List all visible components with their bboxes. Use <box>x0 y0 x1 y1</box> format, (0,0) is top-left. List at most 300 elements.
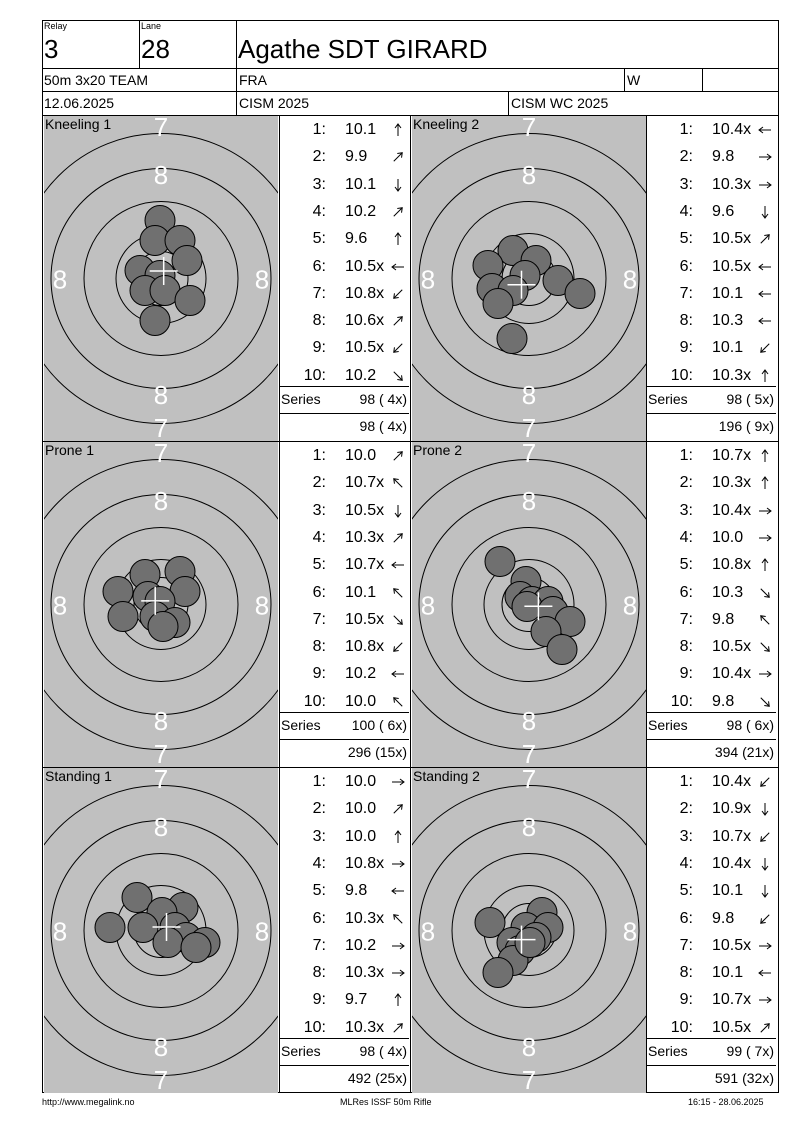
shot-row <box>281 606 411 633</box>
shot-row <box>281 850 411 877</box>
series-divider <box>279 386 409 387</box>
shot-impact <box>148 612 178 642</box>
shot-value: 10.2 <box>345 936 377 954</box>
shot-number: 6: <box>312 909 326 927</box>
shot-row <box>648 579 778 606</box>
shot-number: 8: <box>312 964 326 982</box>
shot-number: 3: <box>312 175 326 193</box>
shot-direction-arrow-icon <box>758 504 772 518</box>
shot-row <box>648 524 778 551</box>
shot-row <box>648 795 778 822</box>
shot-direction-arrow-icon <box>391 884 405 898</box>
shot-row <box>648 116 778 143</box>
shot-value: 10.8x <box>345 284 385 302</box>
shot-row <box>281 442 411 469</box>
shot-number: 2: <box>312 800 326 818</box>
shot-number: 4: <box>312 854 326 872</box>
gender: W <box>627 72 641 88</box>
shot-value: 10.4x <box>712 665 752 683</box>
ring-label-8-right: 8 <box>254 916 270 947</box>
panel-title: Prone 1 <box>45 442 95 458</box>
shot-direction-arrow-icon <box>391 802 405 816</box>
ring-label-8-left: 8 <box>420 590 436 621</box>
shot-direction-arrow-icon <box>758 939 772 953</box>
shot-value: 10.7x <box>712 447 752 464</box>
shot-direction-arrow-icon <box>758 558 772 572</box>
ring-label-7-bottom: 7 <box>521 739 537 767</box>
shot-direction-arrow-icon <box>391 857 405 871</box>
shot-value: 10.5x <box>712 638 752 656</box>
shot-direction-arrow-icon <box>391 830 405 844</box>
shot-direction-arrow-icon <box>391 260 405 274</box>
series-divider <box>646 739 776 740</box>
shot-value: 10.5x <box>345 501 385 519</box>
shot-value: 10.8x <box>712 556 752 574</box>
shot-row <box>648 171 778 198</box>
shot-value: 10.0 <box>345 447 377 464</box>
shot-row <box>648 959 778 986</box>
shot-number: 8: <box>312 312 326 330</box>
shot-value: 10.8x <box>345 638 385 656</box>
shot-row <box>648 362 778 389</box>
shot-number: 10: <box>670 1018 693 1036</box>
header-divider <box>624 68 625 91</box>
shot-number: 2: <box>679 148 693 166</box>
target-panel <box>44 768 278 1093</box>
shot-direction-arrow-icon <box>758 802 772 816</box>
shot-value: 9.7 <box>345 991 368 1009</box>
shot-row <box>648 660 778 687</box>
shot-number: 4: <box>679 528 693 546</box>
shot-value: 10.3 <box>712 312 744 330</box>
shot-direction-arrow-icon <box>758 586 772 600</box>
ring-label-8-left: 8 <box>420 916 436 947</box>
footer-software: MLRes ISSF 50m Rifle <box>340 1097 432 1107</box>
shot-direction-arrow-icon <box>391 939 405 953</box>
running-total: 591 (32x) <box>714 1070 774 1086</box>
ring-label-7-bottom: 7 <box>521 413 537 441</box>
shot-number: 1: <box>312 447 326 464</box>
shot-direction-arrow-icon <box>391 531 405 545</box>
shot-value: 10.5x <box>712 257 752 275</box>
target-svg <box>44 442 278 767</box>
shot-value: 10.1 <box>712 339 744 357</box>
header-divider <box>139 20 140 68</box>
shot-direction-arrow-icon <box>391 613 405 627</box>
ring-label-8-left: 8 <box>52 590 68 621</box>
shot-direction-arrow-icon <box>758 314 772 328</box>
shot-row <box>648 307 778 334</box>
shot-row <box>281 171 411 198</box>
shot-number: 10: <box>303 692 326 710</box>
shot-number: 1: <box>679 773 693 790</box>
shot-row <box>648 143 778 170</box>
series-score: 98 ( 4x) <box>359 1043 407 1059</box>
ring-label-8-right: 8 <box>622 916 638 947</box>
shot-direction-arrow-icon <box>391 1021 405 1035</box>
shot-number: 2: <box>312 148 326 166</box>
shot-row <box>648 198 778 225</box>
ring-label-8-bottom: 8 <box>153 706 169 736</box>
shot-impact <box>95 913 125 943</box>
shot-value: 10.2 <box>345 366 377 384</box>
shot-direction-arrow-icon <box>391 123 405 137</box>
shot-row <box>648 442 778 469</box>
shot-row <box>281 362 411 389</box>
shot-number: 4: <box>679 854 693 872</box>
shot-value: 10.2 <box>345 202 377 220</box>
series-divider <box>646 413 776 414</box>
shot-impact <box>483 289 513 319</box>
shot-impact <box>565 279 595 309</box>
shot-row <box>281 877 411 904</box>
shot-direction-arrow-icon <box>758 369 772 383</box>
target-svg <box>44 116 278 441</box>
shot-number: 9: <box>312 339 326 357</box>
shooter-name: Agathe SDT GIRARD <box>238 34 488 64</box>
shot-row <box>648 280 778 307</box>
panel-title: Standing 2 <box>413 768 480 784</box>
shot-row <box>281 253 411 280</box>
shot-value: 10.0 <box>712 528 744 546</box>
ring-label-7-top: 7 <box>521 768 537 794</box>
shot-row <box>648 606 778 633</box>
relay-value: 3 <box>44 34 59 64</box>
shot-row <box>281 307 411 334</box>
shot-direction-arrow-icon <box>391 695 405 709</box>
ring-label-8-top: 8 <box>153 812 169 842</box>
shot-number: 9: <box>312 665 326 683</box>
shot-row <box>281 225 411 252</box>
shot-direction-arrow-icon <box>391 966 405 980</box>
shot-value: 10.3x <box>712 175 752 193</box>
shot-row <box>648 986 778 1013</box>
shot-value: 10.3x <box>345 1018 385 1036</box>
shot-number: 6: <box>679 583 693 601</box>
shot-row <box>281 959 411 986</box>
shot-direction-arrow-icon <box>758 830 772 844</box>
target-svg <box>412 442 646 767</box>
shot-direction-arrow-icon <box>391 287 405 301</box>
shot-number: 6: <box>312 257 326 275</box>
shot-direction-arrow-icon <box>758 232 772 246</box>
target-svg <box>412 768 646 1093</box>
shot-number: 7: <box>679 284 693 302</box>
shot-number: 3: <box>679 827 693 845</box>
shot-number: 10: <box>303 1018 326 1036</box>
shot-value: 10.7x <box>345 556 385 574</box>
shot-row <box>281 1014 411 1041</box>
ring-label-7-top: 7 <box>153 442 169 468</box>
shot-row <box>648 877 778 904</box>
shot-number: 1: <box>312 773 326 790</box>
shot-value: 10.5x <box>345 339 385 357</box>
shot-row <box>648 850 778 877</box>
series-divider <box>279 712 409 713</box>
shot-row <box>648 905 778 932</box>
shot-impact <box>515 928 545 958</box>
shot-value: 10.7x <box>712 991 752 1009</box>
shot-value: 10.4x <box>712 121 752 138</box>
shot-number: 8: <box>312 638 326 656</box>
shot-number: 8: <box>679 312 693 330</box>
shot-row <box>648 253 778 280</box>
ring-label-8-top: 8 <box>521 160 537 190</box>
shot-value: 10.3x <box>345 964 385 982</box>
ring-label-8-bottom: 8 <box>521 380 537 410</box>
shot-row <box>648 469 778 496</box>
target-panel <box>412 442 646 767</box>
shot-value: 9.8 <box>712 692 735 710</box>
series-divider <box>646 712 776 713</box>
ring-label-8-left: 8 <box>52 916 68 947</box>
ring-label-8-bottom: 8 <box>521 706 537 736</box>
series-divider <box>646 1065 776 1066</box>
shot-impact <box>497 324 527 354</box>
shot-direction-arrow-icon <box>391 369 405 383</box>
header-divider <box>42 91 779 92</box>
ring-label-8-bottom: 8 <box>153 1032 169 1062</box>
shot-value: 10.0 <box>345 800 377 818</box>
ring-label-8-bottom: 8 <box>153 380 169 410</box>
shot-number: 5: <box>679 230 693 248</box>
ring-label-7-top: 7 <box>153 116 169 142</box>
shot-value: 10.3x <box>712 366 752 384</box>
shot-direction-arrow-icon <box>758 476 772 490</box>
shot-number: 4: <box>312 528 326 546</box>
ring-label-8-top: 8 <box>521 812 537 842</box>
shot-impact <box>153 928 183 958</box>
series-score: 100 ( 6x) <box>351 717 407 733</box>
shot-number: 3: <box>312 501 326 519</box>
shot-row <box>648 633 778 660</box>
ring-label-7-top: 7 <box>521 116 537 142</box>
shot-number: 6: <box>312 583 326 601</box>
shot-row <box>281 497 411 524</box>
shot-row <box>648 225 778 252</box>
shot-number: 4: <box>312 202 326 220</box>
shot-impact <box>181 933 211 963</box>
lane-value: 28 <box>141 34 170 64</box>
target-panel <box>412 768 646 1093</box>
series-label: Series <box>648 717 688 733</box>
shot-row <box>648 1014 778 1041</box>
shot-row <box>281 334 411 361</box>
ring-label-8-right: 8 <box>254 264 270 295</box>
series-label: Series <box>281 1043 321 1059</box>
series-score: 98 ( 5x) <box>726 391 774 407</box>
shot-row <box>281 198 411 225</box>
ring-label-8-top: 8 <box>521 486 537 516</box>
shot-impact <box>483 958 513 988</box>
running-total: 492 (25x) <box>347 1070 407 1086</box>
competition: CISM 2025 <box>239 95 310 111</box>
series-divider <box>279 739 409 740</box>
event-name: 50m 3x20 TEAM <box>44 72 149 88</box>
shot-direction-arrow-icon <box>391 205 405 219</box>
shot-value: 10.4x <box>712 773 752 790</box>
series-label: Series <box>648 1043 688 1059</box>
shot-number: 7: <box>312 284 326 302</box>
shot-direction-arrow-icon <box>391 150 405 164</box>
shot-direction-arrow-icon <box>391 640 405 654</box>
panel-title: Standing 1 <box>45 768 112 784</box>
shot-direction-arrow-icon <box>391 558 405 572</box>
shot-direction-arrow-icon <box>758 695 772 709</box>
shot-number: 5: <box>312 230 326 248</box>
shot-row <box>281 986 411 1013</box>
shot-direction-arrow-icon <box>391 504 405 518</box>
shot-number: 8: <box>679 638 693 656</box>
shot-value: 9.8 <box>345 882 368 900</box>
footer-timestamp: 16:15 - 28.06.2025 <box>688 1097 764 1107</box>
shot-value: 10.7x <box>345 474 385 492</box>
shot-direction-arrow-icon <box>758 260 772 274</box>
shot-number: 8: <box>679 964 693 982</box>
shot-value: 10.3x <box>345 528 385 546</box>
shot-direction-arrow-icon <box>758 667 772 681</box>
shot-value: 10.5x <box>712 936 752 954</box>
series-score: 98 ( 4x) <box>359 391 407 407</box>
ring-label-7-top: 7 <box>521 442 537 468</box>
shot-number: 6: <box>679 257 693 275</box>
shot-impact <box>547 635 577 665</box>
shot-value: 10.5x <box>345 610 385 628</box>
shot-value: 10.1 <box>712 882 744 900</box>
shot-direction-arrow-icon <box>391 449 405 463</box>
shot-direction-arrow-icon <box>391 178 405 192</box>
shot-row <box>281 280 411 307</box>
series-score: 99 ( 7x) <box>726 1043 774 1059</box>
shot-row <box>281 116 411 143</box>
panel-title: Kneeling 2 <box>413 116 480 132</box>
shot-impact <box>140 306 170 336</box>
nation: FRA <box>239 72 267 88</box>
shot-value: 10.0 <box>345 692 377 710</box>
shot-direction-arrow-icon <box>758 150 772 164</box>
shot-value: 10.9x <box>712 800 752 818</box>
relay-label: Relay <box>44 21 68 31</box>
shot-number: 2: <box>679 800 693 818</box>
shot-row <box>281 905 411 932</box>
shot-row <box>281 795 411 822</box>
shot-row <box>281 932 411 959</box>
lane-label: Lane <box>141 21 162 31</box>
ring-label-8-right: 8 <box>622 590 638 621</box>
shot-number: 7: <box>679 610 693 628</box>
shot-value: 10.2 <box>345 665 377 683</box>
shot-impact <box>108 602 138 632</box>
shot-direction-arrow-icon <box>391 667 405 681</box>
shot-value: 10.0 <box>345 827 377 845</box>
shot-number: 1: <box>679 447 693 464</box>
shot-value: 10.6x <box>345 312 385 330</box>
ring-label-7-bottom: 7 <box>153 1065 169 1093</box>
shot-direction-arrow-icon <box>391 993 405 1007</box>
series-divider <box>646 386 776 387</box>
shot-number: 6: <box>679 909 693 927</box>
shot-direction-arrow-icon <box>758 123 772 137</box>
shot-value: 9.8 <box>712 148 735 166</box>
ring-label-8-right: 8 <box>622 264 638 295</box>
shot-direction-arrow-icon <box>758 449 772 463</box>
shot-number: 10: <box>670 692 693 710</box>
ring-label-8-bottom: 8 <box>521 1032 537 1062</box>
shot-direction-arrow-icon <box>758 857 772 871</box>
header-divider <box>702 68 703 91</box>
shot-direction-arrow-icon <box>758 287 772 301</box>
shot-row <box>281 688 411 715</box>
shot-direction-arrow-icon <box>758 884 772 898</box>
shot-value: 10.7x <box>712 827 752 845</box>
shot-direction-arrow-icon <box>391 341 405 355</box>
series-divider <box>279 1065 409 1066</box>
shot-direction-arrow-icon <box>758 341 772 355</box>
series-score: 98 ( 6x) <box>726 717 774 733</box>
shot-value: 10.3 <box>712 583 744 601</box>
target-svg <box>412 116 646 441</box>
shot-number: 5: <box>679 882 693 900</box>
shot-impact <box>485 547 515 577</box>
shot-row <box>281 633 411 660</box>
shot-value: 9.8 <box>712 909 735 927</box>
shot-value: 10.8x <box>345 854 385 872</box>
header-divider <box>42 68 779 69</box>
shot-row <box>648 688 778 715</box>
shot-impact <box>175 286 205 316</box>
shot-direction-arrow-icon <box>758 178 772 192</box>
running-total: 296 (15x) <box>347 744 407 760</box>
target-panel <box>44 116 278 441</box>
shot-row <box>281 823 411 850</box>
shot-number: 4: <box>679 202 693 220</box>
shot-number: 10: <box>670 366 693 384</box>
ring-label-8-top: 8 <box>153 160 169 190</box>
series-divider <box>279 413 409 414</box>
shot-value: 10.1 <box>345 121 377 138</box>
ring-label-7-bottom: 7 <box>521 1065 537 1093</box>
shot-number: 3: <box>679 175 693 193</box>
shot-direction-arrow-icon <box>758 966 772 980</box>
shot-value: 10.4x <box>712 501 752 519</box>
shot-value: 10.3x <box>345 909 385 927</box>
shot-value: 9.6 <box>712 202 735 220</box>
shot-number: 7: <box>679 936 693 954</box>
shot-row <box>281 524 411 551</box>
match-date: 12.06.2025 <box>44 95 115 111</box>
running-total: 394 (21x) <box>714 744 774 760</box>
shot-number: 10: <box>303 366 326 384</box>
footer-url[interactable]: http://www.megalink.no <box>42 1097 135 1107</box>
shot-direction-arrow-icon <box>758 613 772 627</box>
shot-direction-arrow-icon <box>758 640 772 654</box>
series-divider <box>646 1038 776 1039</box>
running-total: 98 ( 4x) <box>359 418 407 434</box>
shot-direction-arrow-icon <box>391 775 405 789</box>
shot-direction-arrow-icon <box>391 476 405 490</box>
shot-value: 10.3x <box>712 474 752 492</box>
ring-label-7-bottom: 7 <box>153 413 169 441</box>
target-panel <box>412 116 646 441</box>
shot-value: 10.1 <box>345 175 377 193</box>
ring-label-8-top: 8 <box>153 486 169 516</box>
shot-direction-arrow-icon <box>758 1021 772 1035</box>
shot-value: 10.4x <box>712 854 752 872</box>
series-label: Series <box>281 717 321 733</box>
shot-value: 10.1 <box>345 583 377 601</box>
shot-number: 5: <box>312 556 326 574</box>
shot-direction-arrow-icon <box>758 531 772 545</box>
